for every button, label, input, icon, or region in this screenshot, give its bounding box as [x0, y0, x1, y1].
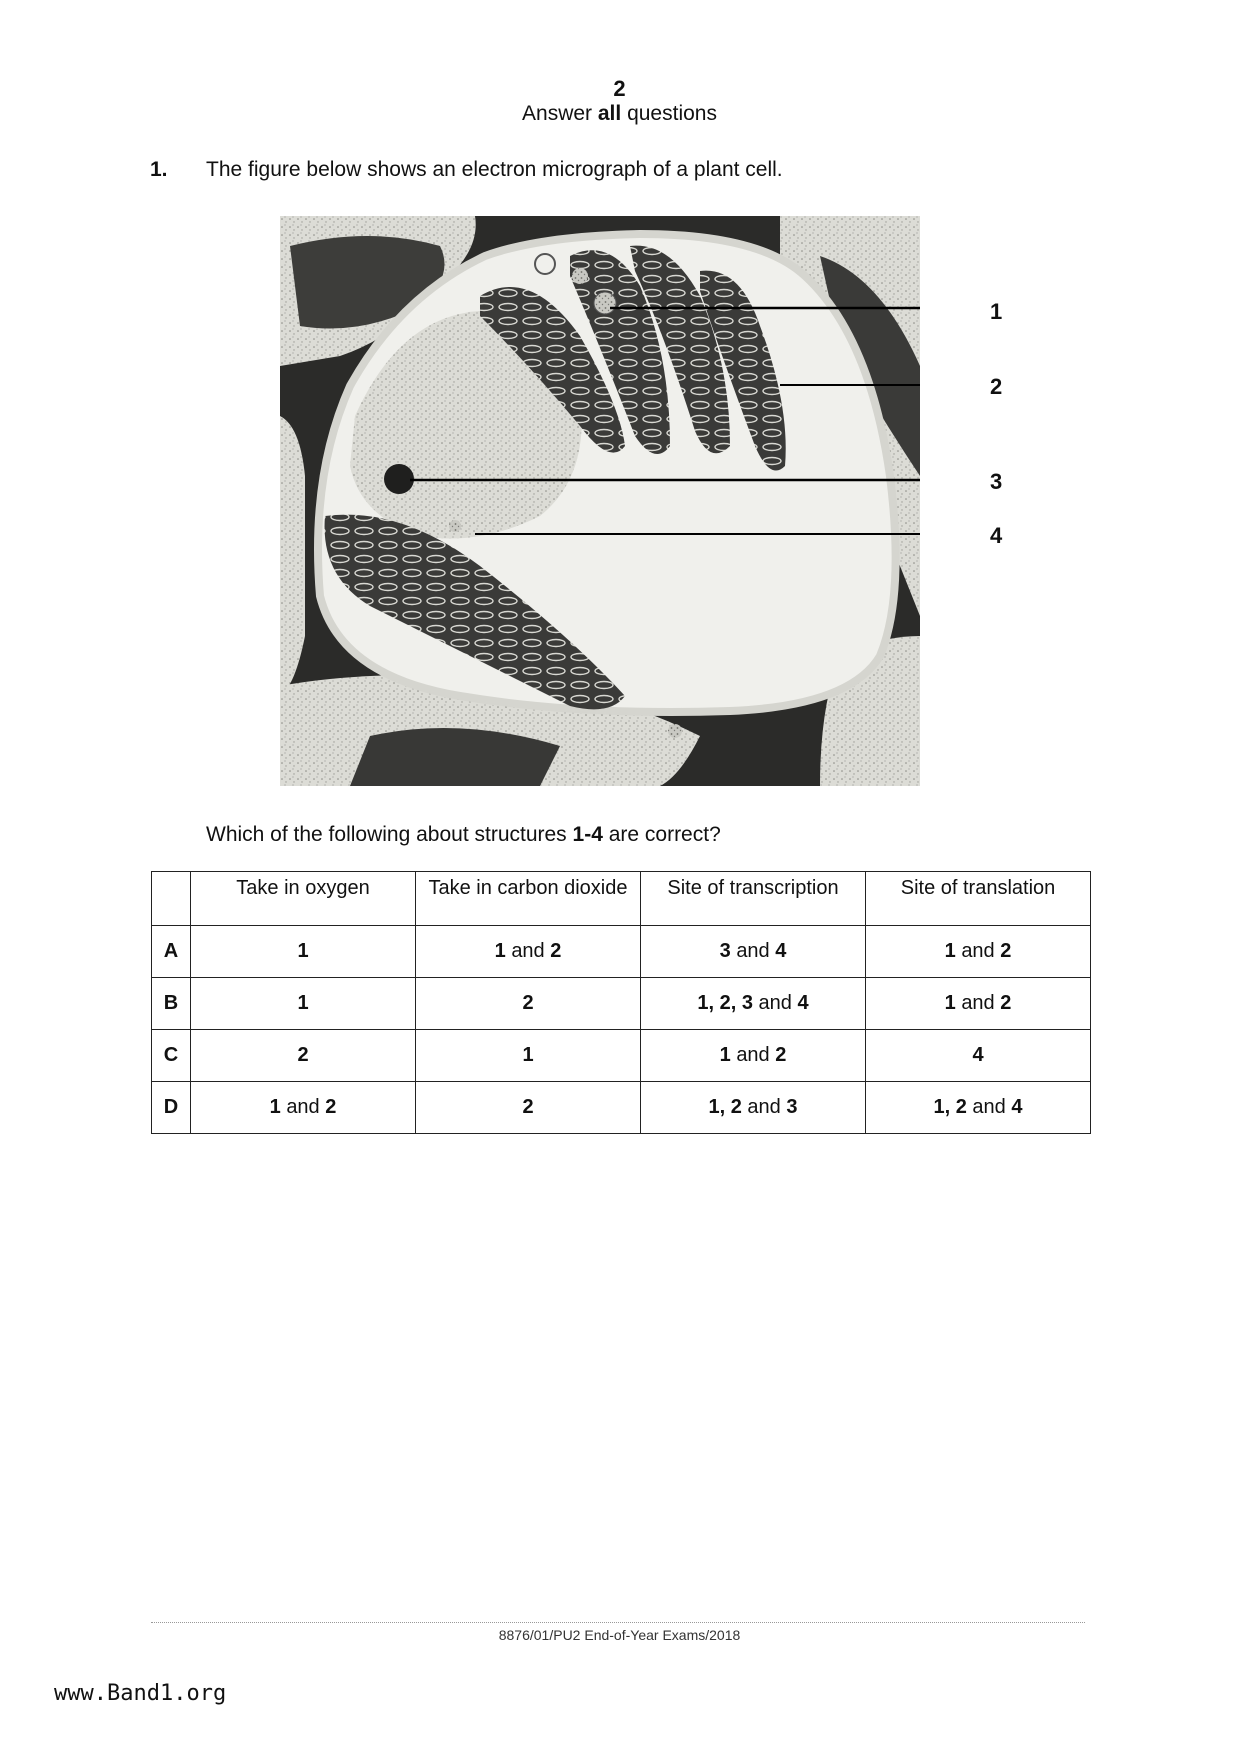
prompt-post: are correct? [602, 823, 721, 846]
table-cell: 1 [191, 978, 416, 1030]
table-cell: 2 [416, 1082, 641, 1134]
page-number: 2 [613, 76, 626, 101]
table-row [152, 978, 1091, 1030]
figure-label-1: 1 [990, 299, 1003, 324]
table-cell: 1, 2, 3 and 4 [641, 978, 866, 1030]
header-site-of-transcription: Site of transcription [641, 872, 866, 926]
table-cell: 2 [191, 1030, 416, 1082]
header-take-in-carbon-dioxide: Take in carbon dioxide [416, 872, 641, 926]
option-label: B [152, 978, 191, 1030]
and-word: and [972, 1096, 1006, 1118]
option-label: A [152, 926, 191, 978]
instruction-pre: Answer [522, 102, 598, 125]
table-cell: 1, 2 and 4 [866, 1082, 1091, 1134]
prompt-pre: Which of the following about structures [206, 823, 573, 846]
table-cell: 1, 2 and 3 [641, 1082, 866, 1134]
option-label: D [152, 1082, 191, 1134]
header-site-of-translation: Site of translation [866, 872, 1091, 926]
table-cell: 3 and 4 [641, 926, 866, 978]
table-cell: 1 and 2 [866, 978, 1091, 1030]
and-word: and [736, 940, 770, 962]
table-cell: 4 [866, 1030, 1091, 1082]
and-word: and [747, 1096, 781, 1118]
answer-table [151, 871, 1091, 1134]
table-row [152, 1030, 1091, 1082]
website-watermark: www.Band1.org [54, 1681, 227, 1706]
and-word: and [758, 992, 792, 1014]
figure-label-2: 2 [990, 374, 1003, 399]
and-word: and [961, 992, 995, 1014]
instruction-post: questions [621, 102, 717, 125]
question-number: 1. [150, 158, 168, 181]
electron-micrograph-figure [280, 216, 920, 786]
and-word: and [286, 1096, 320, 1118]
and-word: and [511, 940, 545, 962]
footer-divider [151, 1622, 1085, 1623]
table-cell: 1 [191, 926, 416, 978]
table-cell: 1 and 2 [641, 1030, 866, 1082]
table-cell: 2 [416, 978, 641, 1030]
instruction [0, 102, 1239, 126]
table-cell: 1 [416, 1030, 641, 1082]
footer-exam-code: 8876/01/PU2 End-of-Year Exams/2018 [498, 1627, 741, 1643]
option-label: C [152, 1030, 191, 1082]
micrograph-image [280, 216, 920, 786]
figure-label-3: 3 [990, 469, 1003, 494]
prompt-bold: 1-4 [572, 823, 603, 846]
and-word: and [736, 1044, 770, 1066]
table-row [152, 1082, 1091, 1134]
and-word: and [961, 940, 995, 962]
header-take-in-oxygen: Take in oxygen [191, 872, 416, 926]
table-cell: 1 and 2 [416, 926, 641, 978]
table-corner-cell [152, 872, 191, 926]
instruction-bold: all [597, 102, 622, 125]
table-cell: 1 and 2 [191, 1082, 416, 1134]
question-text: The figure below shows an electron micrograph of a plant cell. [206, 158, 783, 181]
table-row [152, 926, 1091, 978]
figure-label-4: 4 [990, 523, 1003, 548]
table-header-row [152, 872, 1091, 926]
table-cell: 1 and 2 [866, 926, 1091, 978]
question-prompt [206, 823, 721, 847]
